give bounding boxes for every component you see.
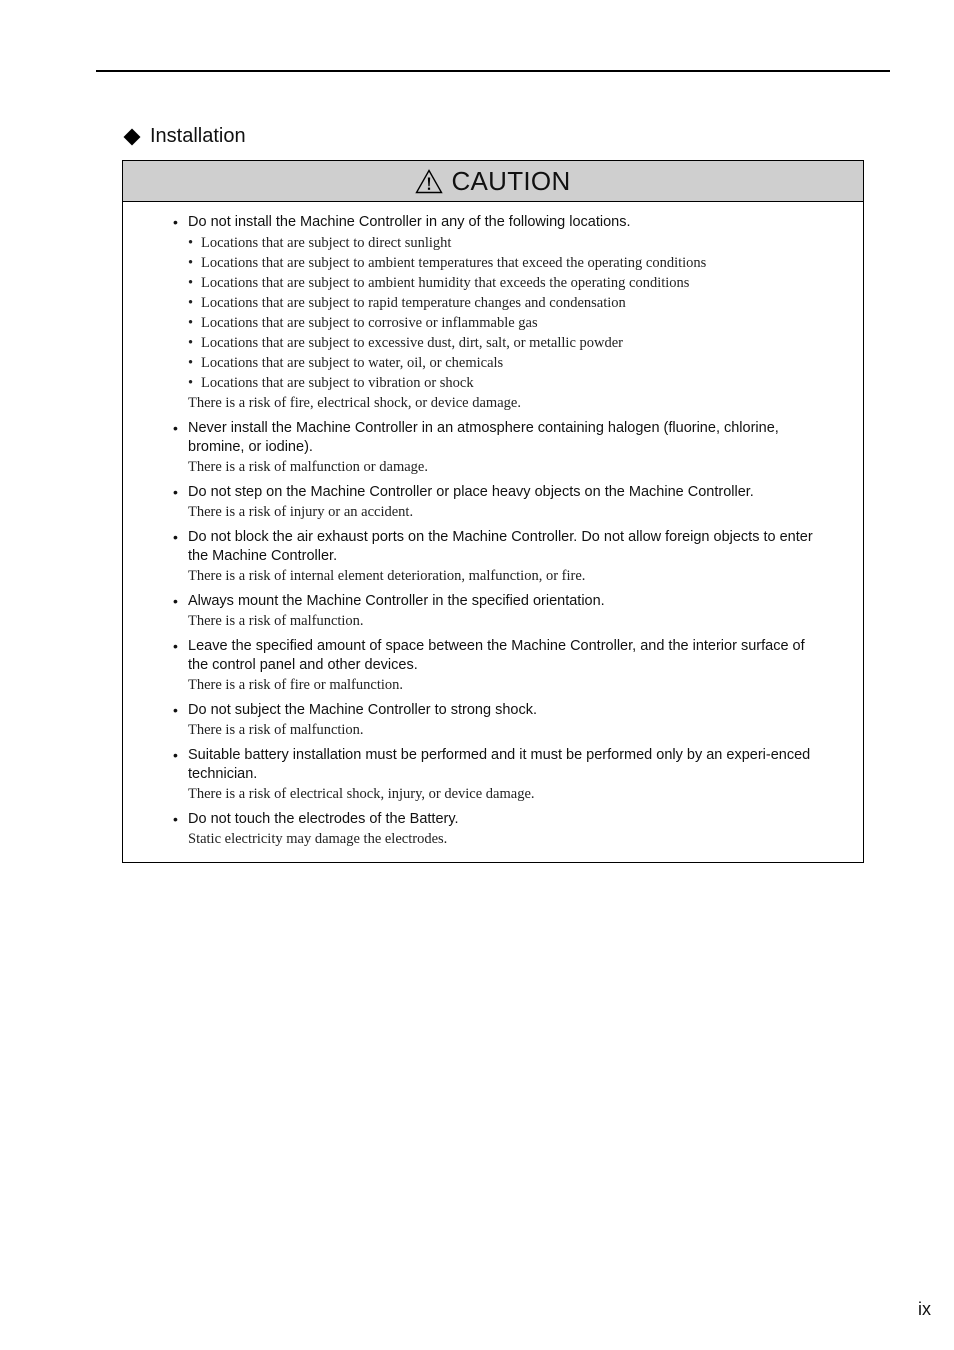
caution-item (171, 213, 823, 413)
caution-box (122, 160, 864, 863)
section-heading-text: Installation (150, 125, 246, 147)
location-text: Locations that are subject to ambient humidity that exceeds the operating conditions (201, 275, 690, 291)
caution-item-text: Do not subject the Machine Controller to strong shock. (188, 702, 537, 718)
bullet-icon: • (173, 420, 178, 436)
caution-item (171, 592, 823, 631)
location-list-item (188, 313, 823, 333)
caution-item-text: Always mount the Machine Controller in the specified orientation. (188, 593, 605, 609)
caution-item (171, 746, 823, 804)
location-list-item (188, 353, 823, 373)
caution-item-text: Do not block the air exhaust ports on the Machine Controller. Do not allow foreign objects to enter the Machine Controller. (188, 529, 813, 564)
location-list-item (188, 333, 823, 353)
bullet-icon: • (188, 355, 194, 371)
caution-item (171, 419, 823, 477)
risk-note: There is a risk of fire, electrical shock, or device damage. (188, 395, 521, 411)
location-text: Locations that are subject to rapid temperature changes and condensation (201, 295, 626, 311)
caution-title: CAUTION (451, 165, 571, 196)
bullet-icon: • (173, 811, 178, 827)
caution-item-text: Leave the specified amount of space between the Machine Controller, and the interior surface of the control panel and other devices. (188, 638, 805, 673)
bullet-icon: • (188, 375, 194, 391)
risk-note: There is a risk of malfunction or damage. (188, 459, 428, 475)
bullet-icon: • (173, 214, 178, 230)
location-text: Locations that are subject to excessive dust, dirt, salt, or metallic powder (201, 335, 623, 351)
caution-item (171, 483, 823, 522)
bullet-icon: • (188, 335, 194, 351)
diamond-bullet-icon (124, 128, 141, 145)
location-text: Locations that are subject to ambient temperatures that exceed the operating conditions (201, 255, 707, 271)
caution-item (171, 528, 823, 586)
section-heading (123, 125, 246, 148)
page-number: ix (918, 1299, 931, 1319)
caution-item (171, 637, 823, 695)
bullet-icon: • (188, 255, 194, 271)
risk-note: There is a risk of injury or an accident. (188, 504, 414, 520)
bullet-icon: • (188, 235, 194, 251)
warning-triangle-icon (415, 169, 443, 194)
location-text: Locations that are subject to water, oil, or chemicals (201, 355, 504, 371)
bullet-icon: • (173, 638, 178, 654)
bullet-icon: • (188, 275, 194, 291)
location-list-item (188, 253, 823, 273)
risk-note: There is a risk of malfunction. (188, 722, 364, 738)
risk-note: There is a risk of fire or malfunction. (188, 677, 404, 693)
location-list-item (188, 373, 823, 393)
caution-item (171, 701, 823, 740)
caution-list (123, 202, 863, 849)
bullet-icon: • (173, 747, 178, 763)
location-list-item (188, 233, 823, 253)
location-list-item (188, 273, 823, 293)
caution-item (171, 810, 823, 849)
bullet-icon: • (173, 529, 178, 545)
risk-note: There is a risk of electrical shock, injury, or device damage. (188, 786, 535, 802)
caution-item-text: Do not step on the Machine Controller or place heavy objects on the Machine Controller. (188, 484, 754, 500)
risk-note: Static electricity may damage the electrodes. (188, 831, 448, 847)
risk-note: There is a risk of malfunction. (188, 613, 364, 629)
bullet-icon: • (173, 702, 178, 718)
location-text: Locations that are subject to corrosive or inflammable gas (201, 315, 538, 331)
header-rule (96, 70, 890, 72)
location-list (188, 233, 823, 393)
caution-item-text: Suitable battery installation must be performed and it must be performed only by an experi-enced technician. (188, 747, 811, 782)
bullet-icon: • (173, 593, 178, 609)
risk-note: There is a risk of internal element deterioration, malfunction, or fire. (188, 568, 586, 584)
location-list-item (188, 293, 823, 313)
bullet-icon: • (173, 484, 178, 500)
location-text: Locations that are subject to direct sunlight (201, 235, 452, 251)
location-text: Locations that are subject to vibration or shock (201, 375, 474, 391)
bullet-icon: • (188, 295, 194, 311)
caution-item-text: Do not install the Machine Controller in any of the following locations. (188, 214, 631, 230)
caution-item-text: Never install the Machine Controller in an atmosphere containing halogen (fluorine, chlorine, bromine, or iodine). (188, 420, 779, 455)
caution-header (123, 161, 863, 202)
bullet-icon: • (188, 315, 194, 331)
caution-item-text: Do not touch the electrodes of the Battery. (188, 811, 459, 827)
